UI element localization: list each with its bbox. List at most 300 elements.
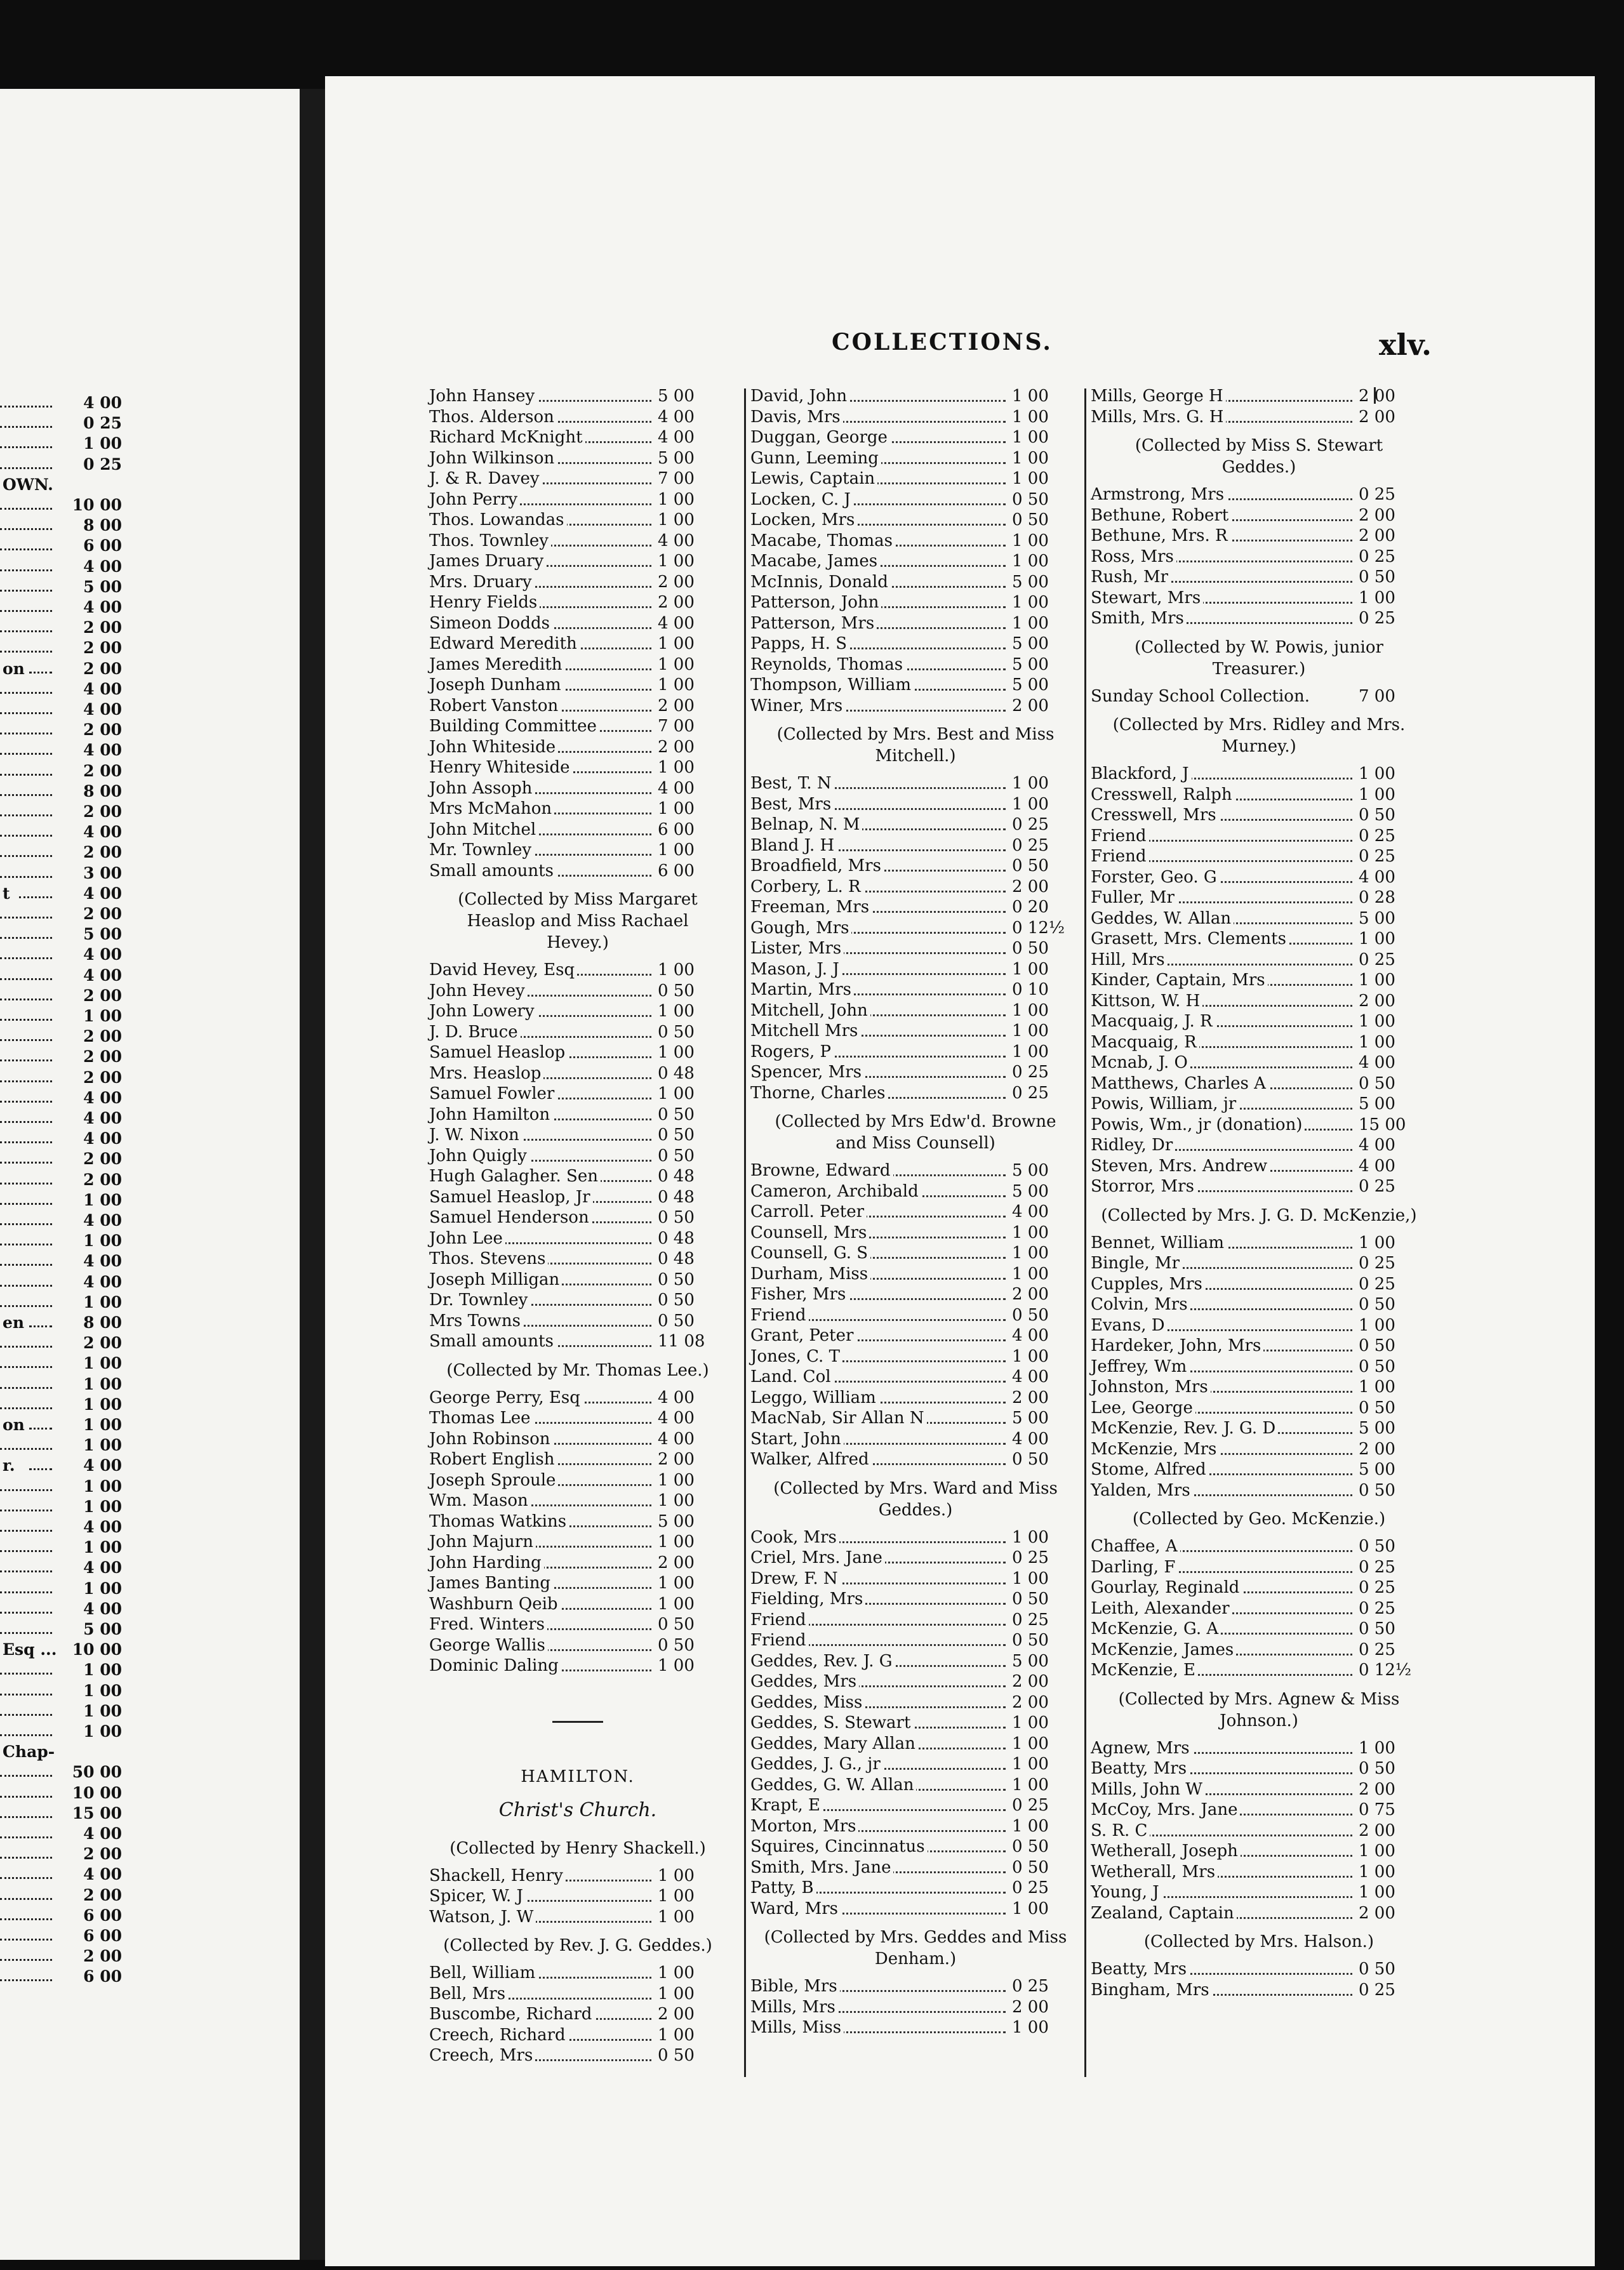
donation-amount: 0 25	[1012, 1977, 1049, 1996]
donor-name: Colvin, Mrs	[1091, 1294, 1190, 1315]
donor-name: Bethune, Mrs. R	[1091, 526, 1230, 547]
left-fragment-amount: 4 00	[83, 1129, 122, 1148]
donation-amount: 1 00	[1012, 1775, 1049, 1795]
donation-entry	[1091, 1253, 1427, 1274]
donation-amount: 4 00	[658, 407, 695, 427]
left-fragment-row	[0, 782, 300, 801]
donation-amount: 11 08	[658, 1332, 705, 1351]
donation-entry	[1091, 1557, 1427, 1578]
donation-amount: 0 50	[658, 1311, 695, 1331]
donor-name: Locken, Mrs	[750, 510, 857, 531]
donation-entry	[429, 468, 726, 489]
donation-amount: 0 25	[1359, 1177, 1395, 1196]
donation-entry	[750, 897, 1081, 918]
left-fragment-row	[0, 1640, 300, 1659]
donation-amount: 0 50	[1359, 1759, 1395, 1778]
donation-amount: 2 00	[1359, 1821, 1395, 1840]
donor-name: Thomas Lee	[429, 1408, 533, 1429]
donation-amount: 1 00	[658, 634, 695, 653]
left-fragment-amount: 8 00	[83, 781, 122, 800]
dot-leader	[0, 1612, 52, 1614]
donation-amount: 0 50	[1359, 1295, 1395, 1314]
donation-amount: 1 00	[1359, 1842, 1395, 1861]
left-fragment-amount: 10 00	[72, 496, 122, 514]
left-fragment-amount: 4 00	[83, 700, 122, 719]
left-fragment-row	[0, 1722, 300, 1741]
donation-amount: 1 00	[658, 1043, 695, 1062]
dot-leader	[19, 896, 52, 898]
left-page-fragment	[0, 89, 300, 2260]
left-fragment-label: OWN.	[3, 475, 53, 494]
donation-entry	[429, 1125, 726, 1146]
left-fragment-row	[0, 1395, 300, 1414]
donation-amount: 1 00	[1012, 1527, 1049, 1547]
donation-amount: 1 00	[658, 1002, 695, 1021]
donor-name: Mason, J. J	[750, 959, 842, 980]
donor-name: Patty, B	[750, 1878, 816, 1899]
left-fragment-row	[0, 1661, 300, 1680]
donation-entry	[1091, 1377, 1427, 1398]
donation-entry	[429, 510, 726, 531]
donation-amount: 0 25	[1012, 1610, 1049, 1629]
collector-note: (Collected by Mr. Thomas Lee.)	[446, 1360, 709, 1380]
donation-entry	[1091, 547, 1427, 568]
donation-amount: 0 50	[1012, 489, 1049, 509]
donation-amount: 0 50	[658, 1022, 695, 1042]
donor-name: Bible, Mrs	[750, 1976, 840, 1997]
donation-entry	[750, 468, 1081, 489]
donation-amount: 5 00	[1359, 1460, 1395, 1479]
left-fragment-amount: 1 00	[83, 1190, 122, 1209]
donor-name: Kinder, Captain, Mrs	[1091, 970, 1268, 991]
donation-amount: 2 00	[1359, 387, 1395, 406]
donation-amount: 7 00	[658, 469, 695, 488]
donation-entry	[1091, 1640, 1427, 1661]
donation-amount: 15 00	[1359, 1115, 1406, 1134]
left-fragment-amount: 2 00	[83, 761, 122, 780]
donation-entry	[750, 1202, 1081, 1223]
donor-name: Best, T. N	[750, 773, 834, 794]
dot-leader	[0, 1407, 52, 1409]
left-fragment-row	[0, 639, 300, 658]
left-fragment-row	[0, 598, 300, 617]
donation-amount: 5 00	[1012, 1409, 1049, 1428]
donation-entry	[429, 613, 726, 634]
donation-entry	[1091, 950, 1427, 971]
donation-entry	[750, 1775, 1081, 1796]
dot-leader	[29, 1468, 52, 1470]
left-fragment-row	[0, 823, 300, 842]
dot-leader	[0, 630, 52, 632]
donation-amount: 1 00	[1359, 1012, 1395, 1031]
donation-entry	[429, 1553, 726, 1574]
donor-name: Forster, Geo. G	[1091, 867, 1220, 888]
donation-entry	[750, 938, 1081, 959]
donation-amount: 0 50	[1012, 856, 1049, 875]
donation-entry	[1091, 526, 1427, 547]
donor-name: Johnston, Mrs	[1091, 1377, 1211, 1398]
donation-amount: 2 00	[1012, 877, 1049, 896]
donation-entry	[1091, 1357, 1427, 1377]
donation-entry	[429, 1105, 726, 1125]
left-fragment-amount: 4 00	[83, 1558, 122, 1577]
donor-name: Thos. Lowandas	[429, 510, 567, 531]
donation-entry	[750, 1527, 1081, 1548]
left-fragment-row	[0, 1231, 300, 1251]
donation-entry	[1091, 1176, 1427, 1197]
donation-amount: 1 00	[1359, 588, 1395, 607]
donation-amount: 1 00	[1012, 428, 1049, 447]
donor-name: Geddes, J. G., jr	[750, 1754, 883, 1775]
left-fragment-amount: 4 00	[83, 1252, 122, 1271]
donation-entry	[750, 1181, 1081, 1202]
donor-name: Geddes, Mrs	[750, 1671, 859, 1692]
donor-name: Small amounts	[429, 1331, 556, 1352]
donation-amount: 0 25	[1012, 1796, 1049, 1815]
donation-entry	[750, 510, 1081, 531]
left-fragment-amount: 4 00	[83, 741, 122, 760]
donor-name: Drew, F. N	[750, 1569, 841, 1590]
left-fragment-amount: 5 00	[83, 1620, 122, 1638]
donor-name: George Perry, Esq	[429, 1388, 583, 1409]
donation-amount: 1 00	[1012, 1244, 1049, 1263]
donor-name: Powis, Wm., jr (donation)	[1091, 1115, 1305, 1136]
donation-entry	[429, 1290, 726, 1311]
dot-leader	[0, 917, 52, 919]
donation-amount: 2 00	[1359, 1779, 1395, 1799]
left-fragment-row	[0, 986, 300, 1006]
donor-name: Geddes, Mary Allan	[750, 1734, 918, 1755]
donation-amount: 5 00	[1012, 634, 1049, 653]
left-fragment-row	[0, 945, 300, 964]
dot-leader	[0, 1775, 52, 1777]
left-fragment-amount: 1 00	[83, 1395, 122, 1414]
donation-amount: 0 48	[658, 1249, 695, 1268]
donor-name: Ridley, Dr	[1091, 1135, 1175, 1156]
donation-entry	[750, 1899, 1081, 1920]
donation-entry	[1091, 1094, 1427, 1115]
donation-entry	[429, 551, 726, 572]
left-fragment-amount: 4 00	[83, 557, 122, 576]
donation-entry	[750, 613, 1081, 634]
donation-entry	[1091, 805, 1427, 826]
donor-name: John Harding	[429, 1553, 544, 1574]
donor-name: Lewis, Captain	[750, 468, 877, 489]
donation-amount: 4 00	[1359, 1136, 1395, 1155]
left-fragment-row	[0, 1436, 300, 1455]
donation-amount: 0 25	[1359, 609, 1395, 628]
left-fragment-amount: 1 00	[83, 434, 122, 453]
left-fragment-label: on	[3, 1416, 25, 1434]
collector-note: (Collected by Mrs. Best and Miss Mitchell.)	[776, 725, 1055, 766]
left-fragment-amount: 8 00	[83, 516, 122, 535]
left-fragment-row	[0, 536, 300, 555]
left-fragment-row	[0, 925, 300, 944]
donor-name: Edward Meredith	[429, 634, 580, 654]
left-fragment-row	[0, 1763, 300, 1782]
donation-entry	[750, 1713, 1081, 1734]
donation-entry	[750, 1429, 1081, 1450]
donor-name: James Banting	[429, 1573, 553, 1594]
left-fragment-amount: 4 00	[83, 1824, 122, 1843]
donor-name: John Quigly	[429, 1146, 529, 1167]
left-fragment-amount: 2 00	[83, 843, 122, 862]
donation-amount: 2 00	[1359, 991, 1395, 1011]
donor-name: Darling, F	[1091, 1557, 1178, 1578]
donor-name: Walker, Alfred	[750, 1449, 872, 1470]
donation-entry	[750, 959, 1081, 980]
donation-amount: 5 00	[1012, 1181, 1049, 1201]
donation-entry	[1091, 1800, 1427, 1821]
donor-name: Robert English	[429, 1449, 557, 1470]
donation-entry	[750, 1083, 1081, 1104]
donation-entry	[750, 1610, 1081, 1631]
donation-amount: 1 00	[658, 510, 695, 529]
dot-leader	[0, 426, 52, 428]
donation-entry	[750, 1651, 1081, 1672]
donation-amount: 0 25	[1012, 815, 1049, 834]
donation-entry	[429, 1042, 726, 1063]
donation-amount: 1 00	[658, 799, 695, 818]
dot-leader	[0, 957, 52, 959]
donor-name: Shackell, Henry	[429, 1866, 566, 1887]
collector-note: (Collected by Mrs Edw'd. Browne and Miss Counsell)	[775, 1112, 1056, 1153]
donation-entry	[750, 1367, 1081, 1388]
donation-entry	[429, 1084, 726, 1105]
left-fragment-row	[0, 1558, 300, 1577]
donor-name: John Wilkinson	[429, 448, 557, 469]
dot-leader	[0, 1918, 52, 1920]
donation-entry	[750, 1836, 1081, 1857]
donor-name: Criel, Mrs. Jane	[750, 1548, 885, 1569]
left-fragment-amount: 2 00	[83, 1047, 122, 1066]
donation-amount: 2 00	[1012, 1692, 1049, 1712]
donation-amount: 1 00	[1012, 448, 1049, 468]
donor-name: McCoy, Mrs. Jane	[1091, 1800, 1240, 1821]
left-fragment-row	[0, 1047, 300, 1066]
donation-entry	[429, 1573, 726, 1594]
donation-entry	[429, 448, 726, 469]
donation-entry	[750, 1449, 1081, 1470]
donation-amount: 1 00	[658, 1907, 695, 1927]
donor-name: Counsell, Mrs	[750, 1223, 869, 1244]
donation-entry	[750, 448, 1081, 469]
donation-entry	[750, 877, 1081, 898]
donation-entry	[1091, 1233, 1427, 1254]
donation-entry	[1091, 608, 1427, 629]
left-fragment-row	[0, 394, 300, 413]
dot-leader	[0, 794, 52, 796]
donation-entry	[750, 1346, 1081, 1367]
donation-amount: 0 50	[658, 1125, 695, 1145]
donation-entry	[429, 531, 726, 552]
donor-name: Joseph Milligan	[429, 1270, 562, 1291]
left-fragment-amount: 6 00	[83, 1906, 122, 1925]
donor-name: Cameron, Archibald	[750, 1181, 921, 1202]
donor-name: Geddes, G. W. Allan	[750, 1775, 916, 1796]
dot-leader	[0, 1939, 52, 1941]
donor-name: McKenzie, Mrs	[1091, 1439, 1219, 1460]
left-fragment-row	[0, 496, 300, 515]
collector-note: (Collected by Geo. McKenzie.)	[1132, 1510, 1386, 1529]
dot-leader	[0, 1264, 52, 1266]
donation-entry	[750, 592, 1081, 613]
dot-leader	[0, 999, 52, 1000]
donation-entry	[429, 1408, 726, 1429]
dot-leader	[0, 1366, 52, 1368]
donation-amount: 0 25	[1012, 1063, 1049, 1082]
donor-name: Friend	[750, 1305, 809, 1326]
donation-entry	[429, 489, 726, 510]
donor-name: Cresswell, Mrs	[1091, 805, 1219, 826]
dot-leader	[0, 1632, 52, 1634]
left-fragment-amount: 4 00	[83, 823, 122, 842]
donation-entry	[1091, 1577, 1427, 1598]
donation-amount: 0 50	[1359, 1537, 1395, 1556]
donor-name: Wetherall, Mrs	[1091, 1862, 1218, 1883]
left-fragment-label: Chap-	[3, 1742, 55, 1762]
donation-amount: 1 00	[658, 1963, 695, 1982]
donor-name: Joseph Sproule	[429, 1470, 558, 1491]
donor-name: Smith, Mrs	[1091, 608, 1187, 629]
donation-entry	[429, 1311, 726, 1332]
donor-name: Mr. Townley	[429, 840, 534, 861]
left-fragment-row	[0, 516, 300, 535]
left-fragment-amount: 10 00	[72, 1783, 122, 1802]
donation-entry	[750, 1325, 1081, 1346]
donation-amount: 1 00	[658, 489, 695, 509]
donation-entry	[429, 1532, 726, 1553]
donor-name: Carroll. Peter	[750, 1202, 867, 1223]
donation-amount: 0 20	[1012, 898, 1049, 917]
donor-name: Mills, George H	[1091, 386, 1226, 407]
donation-amount: 1 00	[1012, 1000, 1049, 1020]
donation-amount: 4 00	[1359, 867, 1395, 887]
left-fragment-amount: 4 00	[83, 598, 122, 616]
donation-entry	[1091, 1398, 1427, 1419]
donation-entry	[750, 1857, 1081, 1878]
donor-name: Creech, Richard	[429, 2025, 568, 2046]
donor-name: Young, J	[1091, 1882, 1162, 1903]
donation-amount: 1 00	[1012, 613, 1049, 633]
left-fragment-amount: 4 00	[83, 1088, 122, 1107]
donation-amount: 0 50	[1359, 1619, 1395, 1638]
left-fragment-row	[0, 1845, 300, 1864]
donation-amount: 4 00	[1012, 1326, 1049, 1345]
left-fragment-row	[0, 1129, 300, 1148]
dot-leader	[0, 1959, 52, 1961]
collector-note: (Collected by Rev. J. G. Geddes.)	[443, 1936, 712, 1955]
dot-leader	[0, 1796, 52, 1798]
donation-amount: 2 00	[658, 593, 695, 612]
donation-entry	[429, 1635, 726, 1656]
donor-name: Agnew, Mrs	[1091, 1738, 1192, 1759]
donor-name: Duggan, George	[750, 427, 890, 448]
donation-amount: 1 00	[658, 960, 695, 979]
donation-amount: 1 00	[658, 840, 695, 860]
donation-amount: 4 00	[658, 778, 695, 798]
left-fragment-amount: 4 00	[83, 1865, 122, 1884]
donation-entry	[1091, 1758, 1427, 1779]
donation-entry	[750, 1816, 1081, 1837]
donor-name: Corbery, L. R	[750, 877, 863, 898]
donor-name: Wetherall, Joseph	[1091, 1841, 1241, 1862]
donation-entry	[750, 634, 1081, 654]
left-fragment-amount: 10 00	[72, 1640, 122, 1659]
donation-amount: 5 00	[1012, 572, 1049, 592]
donor-name: John Assoph	[429, 778, 535, 799]
donation-entry	[429, 592, 726, 613]
donation-amount: 1 00	[1012, 1569, 1049, 1588]
donor-name: Geddes, S. Stewart	[750, 1713, 913, 1734]
left-fragment-amount: 50 00	[72, 1763, 122, 1782]
donation-amount: 2 00	[1012, 1672, 1049, 1691]
collector-note: (Collected by Mrs. Agnew & Miss Johnson.)	[1118, 1689, 1400, 1730]
donation-entry	[429, 1963, 726, 1984]
donor-name: Sunday School Collection.	[1091, 686, 1312, 707]
donation-entry	[1091, 970, 1427, 991]
dot-leader	[0, 1510, 52, 1511]
donation-entry	[429, 2045, 726, 2066]
donation-amount: 1 00	[658, 1866, 695, 1885]
donation-entry	[750, 918, 1081, 939]
donation-entry	[750, 1408, 1081, 1429]
donation-entry	[1091, 1418, 1427, 1439]
donor-name: Geddes, W. Allan	[1091, 908, 1234, 929]
donation-entry	[1091, 1598, 1427, 1619]
donation-entry	[429, 407, 726, 428]
left-fragment-amount: 1 00	[83, 1497, 122, 1516]
donation-amount: 0 50	[1012, 1631, 1049, 1650]
donation-amount: 0 50	[1359, 1960, 1395, 1979]
donation-entry	[429, 1388, 726, 1409]
donation-amount: 0 50	[1012, 939, 1049, 958]
donor-name: Patterson, John	[750, 592, 881, 613]
donation-amount: 0 50	[1359, 806, 1395, 825]
donation-amount: 4 00	[1012, 1202, 1049, 1221]
donation-amount: 1 00	[1012, 1734, 1049, 1753]
donation-entry	[1091, 1862, 1427, 1883]
donation-amount: 5 00	[1012, 654, 1049, 674]
donation-amount: 0 25	[1359, 826, 1395, 846]
left-fragment-amount: 2 00	[83, 720, 122, 740]
donation-entry	[1091, 1619, 1427, 1640]
donation-amount: 0 48	[658, 1167, 695, 1186]
donation-amount: 1 00	[658, 2025, 695, 2045]
donation-amount: 2 00	[1012, 1285, 1049, 1304]
left-fragment-amount: 1 00	[83, 1007, 122, 1025]
donor-name: Browne, Edward	[750, 1160, 893, 1181]
donor-name: Macquaig, R	[1091, 1032, 1199, 1053]
left-fragment-row	[0, 618, 300, 637]
left-fragment-amount: 4 00	[83, 966, 122, 985]
section-heading: HAMILTON.	[521, 1767, 635, 1786]
left-fragment-amount: 4 00	[83, 884, 122, 903]
left-fragment-row	[0, 680, 300, 699]
donation-amount: 0 50	[658, 2046, 695, 2065]
dot-leader	[0, 446, 52, 448]
donation-amount: 1 00	[1012, 1713, 1049, 1732]
page-number: xlv.	[1379, 328, 1432, 362]
dot-leader	[0, 1162, 52, 1164]
donation-amount: 0 50	[658, 1270, 695, 1289]
left-fragment-row	[0, 1477, 300, 1496]
donor-name: Lister, Mrs	[750, 938, 844, 959]
donation-amount: 0 50	[1359, 568, 1395, 587]
donor-name: Rush, Mr	[1091, 567, 1171, 588]
dot-leader	[0, 1673, 52, 1675]
left-fragment-row	[0, 1150, 300, 1169]
